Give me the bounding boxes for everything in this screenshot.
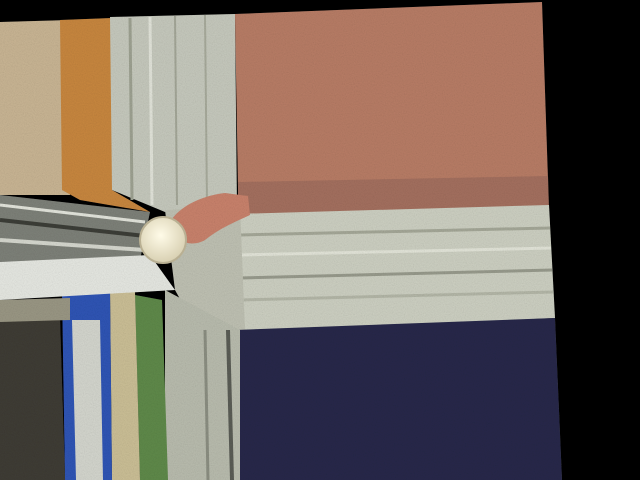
- beige-wall: [0, 20, 70, 195]
- red-wall: [235, 2, 548, 188]
- dark-panel: [0, 318, 65, 480]
- dark-panel-frame: [0, 298, 70, 322]
- white-trim: [72, 320, 103, 480]
- cream-trim: [110, 290, 140, 480]
- light-globe: [140, 217, 186, 263]
- navy-wall: [235, 318, 562, 480]
